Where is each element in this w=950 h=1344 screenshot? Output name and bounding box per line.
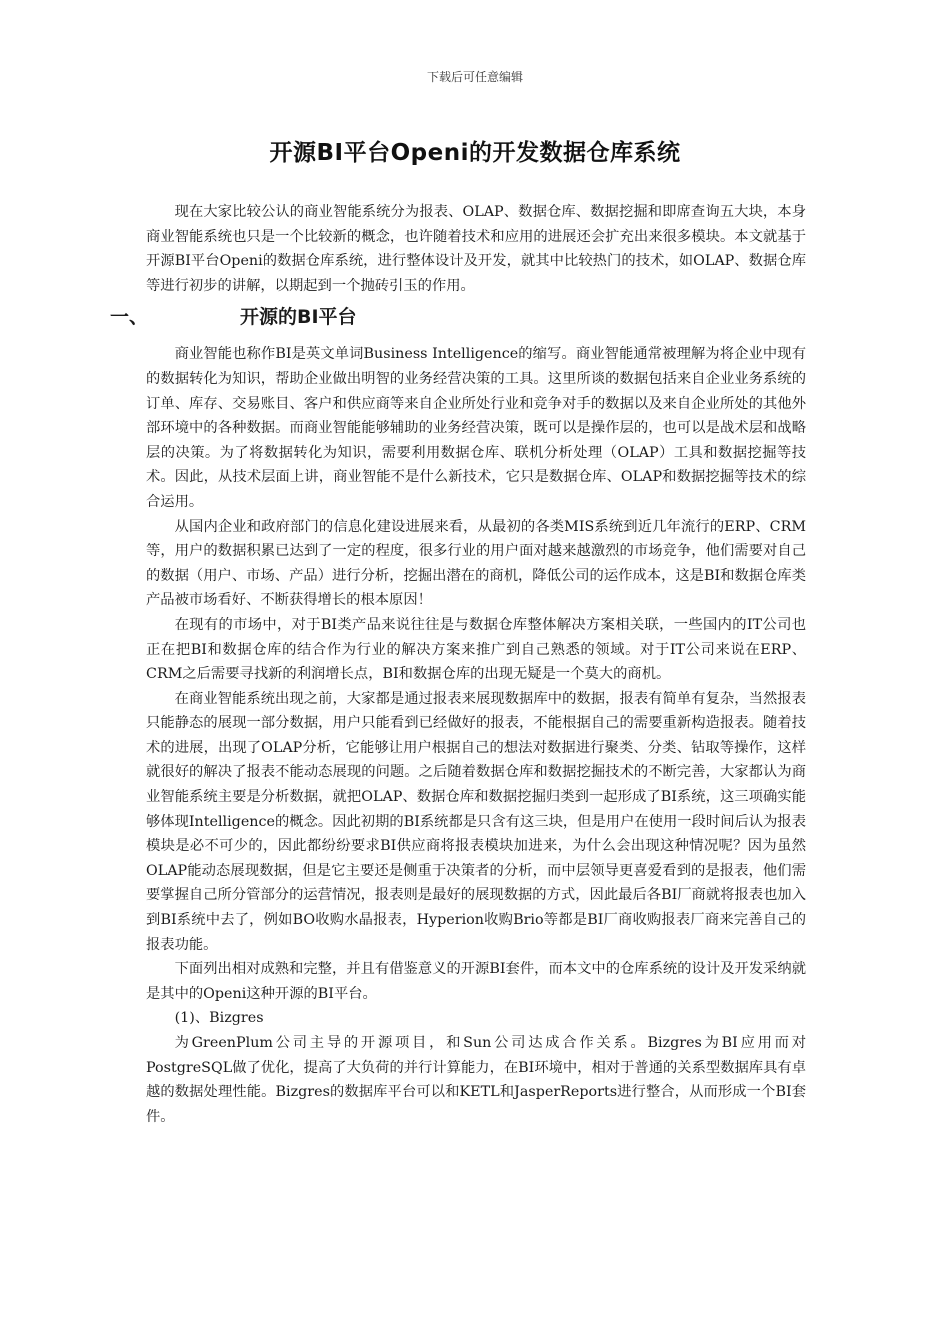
page-header-note: 下载后可任意编辑 [426, 70, 523, 84]
paragraph: 下面列出相对成熟和完整，并且有借鉴意义的开源BI套件，而本文中的仓库系统的设计及开发采纳就是其中的Openi这种开源的BI平台。 [146, 961, 806, 1002]
paragraph: 为GreenPlum公司主导的开源项目，和Sun公司达成合作关系。Bizgres为BI应用而对PostgreSQL做了优化，提高了大负荷的并行计算能力，在BI环境中，相对于普通的关系型数据库具有卓越的数据处理性能。Bizgres的数据库平台可以和KETL和JasperReports进行整合，从而形成一个BI套件。 [146, 1035, 806, 1125]
document-title: 开源BI平台Openi的开发数据仓库系统 [269, 140, 681, 166]
section-title: 开源的BI平台 [240, 306, 357, 329]
document-body [110, 200, 806, 1129]
section-heading [110, 302, 806, 332]
list-item-label: (1)、Bizgres [174, 1010, 264, 1027]
paragraph: 在商业智能系统出现之前，大家都是通过报表来展现数据库中的数据，报表有简单有复杂，当然报表只能静态的展现一部分数据，用户只能看到已经做好的报表，不能根据自己的需要重新构造报表。随着技术的进展，出现了OLAP分析，它能够让用户根据自己的想法对数据进行聚类、分类、钻取等操作，这样就很好的解决了报表不能动态展现的问题。之后随着数据仓库和数据挖掘技术的不断完善，大家都认为商业智能系统主要是分析数据，就把OLAP、数据仓库和数据挖掘归类到一起形成了BI系统，这三项确实能够体现Intelligence的概念。因此初期的BI系统都是只含有这三块，但是用户在使用一段时间后认为报表模块是必不可少的，因此都纷纷要求BI供应商将报表模块加进来，为什么会出现这种情况呢？因为虽然OLAP能动态展现数据，但是它主要还是侧重于决策者的分析，而中层领导更喜爱看到的是报表，他们需要掌握自己所分管部分的运营情况，报表则是最好的展现数据的方式，因此最后各BI厂商就将报表也加入到BI系统中去了，例如BO收购水晶报表，Hyperion收购Brio等都是BI厂商收购报表厂商来完善自己的报表功能。 [146, 690, 806, 953]
paragraph: 商业智能也称作BI是英文单词Business Intelligence的缩写。商业智能通常被理解为将企业中现有的数据转化为知识，帮助企业做出明智的业务经营决策的工具。这里所谈的数据包括来自企业业务系统的订单、库存、交易账目、客户和供应商等来自企业所处行业和竞争对手的数据以及来自企业所处的其他外部环境中的各种数据。而商业智能能够辅助的业务经营决策，既可以是操作层的，也可以是战术层和战略层的决策。为了将数据转化为知识，需要利用数据仓库、联机分析处理（OLAP）工具和数据挖掘等技术。因此，从技术层面上讲，商业智能不是什么新技术，它只是数据仓库、OLAP和数据挖掘等技术的综合运用。 [146, 346, 806, 510]
section-number: 一、 [110, 306, 149, 329]
intro-paragraph: 现在大家比较公认的商业智能系统分为报表、OLAP、数据仓库、数据挖掘和即席查询五大块，本身商业智能系统也只是一个比较新的概念，也许随着技术和应用的进展还会扩充出来很多模块。本文就基于开源BI平台Openi的数据仓库系统，进行整体设计及开发，就其中比较热门的技术，如OLAP、数据仓库等进行初步的讲解，以期起到一个抛砖引玉的作用。 [146, 204, 806, 294]
paragraph: 在现有的市场中，对于BI类产品来说往往是与数据仓库整体解决方案相关联，一些国内的IT公司也正在把BI和数据仓库的结合作为行业的解决方案来推广到自己熟悉的领域。对于IT公司来说在ERP、CRM之后需要寻找新的利润增长点，BI和数据仓库的出现无疑是一个莫大的商机。 [146, 616, 806, 683]
paragraph: 从国内企业和政府部门的信息化建设进展来看，从最初的各类MIS系统到近几年流行的ERP、CRM等，用户的数据积累已达到了一定的程度，很多行业的用户面对越来越激烈的市场竞争，他们需要对自己的数据（用户、市场、产品）进行分析，挖掘出潜在的商机，降低公司的运作成本，这是BI和数据仓库类产品被市场看好、不断获得增长的根本原因！ [146, 518, 806, 609]
